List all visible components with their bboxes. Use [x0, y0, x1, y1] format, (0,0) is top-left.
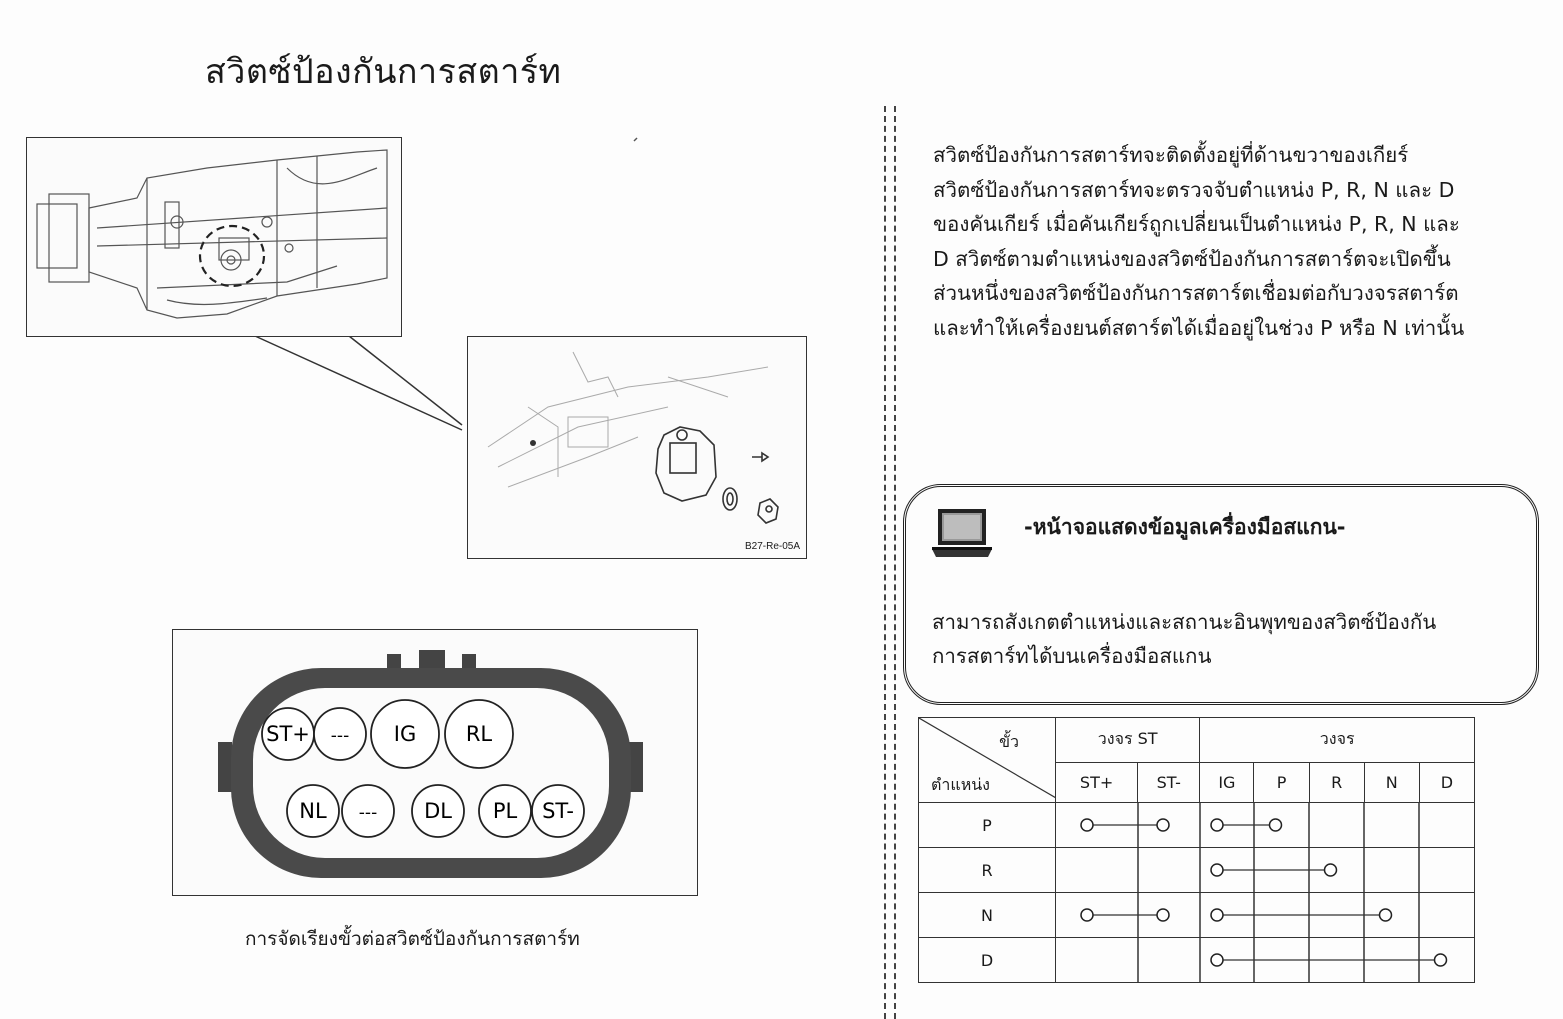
column-header: ST+ — [1056, 762, 1138, 802]
corner-label-position: ตำแหน่ง — [931, 775, 990, 794]
continuity-node — [1157, 819, 1169, 831]
description-line: ของคันเกียร์ เมื่อคันเกียร์ถูกเปลี่ยนเป็นตำแหน่ง P, R, N และ — [933, 212, 1460, 236]
continuity-links — [1056, 938, 1474, 982]
connector-caption: การจัดเรียงขั้วต่อสวิตซ์ป้องกันการสตาร์ท — [245, 928, 580, 950]
row-label: D — [919, 938, 1056, 983]
connector-pin-label: ST+ — [266, 722, 310, 746]
continuity-node — [1081, 819, 1093, 831]
continuity-node — [1211, 954, 1223, 966]
page-title: สวิตซ์ป้องกันการสตาร์ท — [205, 52, 562, 92]
table-row — [919, 803, 1475, 848]
column-header: N — [1364, 762, 1419, 802]
row-label: R — [919, 848, 1056, 893]
table-row — [919, 893, 1475, 938]
switch-detail-drawing — [468, 337, 806, 558]
connector-pin-label: PL — [492, 799, 518, 823]
description-line: ส่วนหนึ่งของสวิตซ์ป้องกันการสตาร์ตเชื่อมต่อกับวงจรสตาร์ต — [933, 281, 1459, 305]
description-line: D สวิตซ์ตามตำแหน่งของสวิตซ์ป้องกันการสตาร์ตจะเปิดขึ้น — [933, 246, 1451, 271]
transmission-drawing — [27, 138, 401, 336]
continuity-node — [1211, 864, 1223, 876]
connector-pin-label: NL — [299, 799, 327, 823]
continuity-node — [1211, 909, 1223, 921]
scan-box-line: การสตาร์ทได้บนเครื่องมือสแกน — [932, 644, 1212, 668]
row-label: N — [919, 893, 1056, 938]
column-header: ST- — [1138, 762, 1200, 802]
continuity-node — [1435, 954, 1447, 966]
connector-pin-label: IG — [393, 722, 417, 746]
connector-pin-label: --- — [358, 803, 378, 823]
continuity-node — [1081, 909, 1093, 921]
table-corner-cell — [919, 718, 1056, 803]
connector-pin-label: --- — [330, 726, 350, 746]
transmission-illustration — [26, 137, 402, 337]
column-group-circuit: วงจร — [1200, 718, 1475, 763]
connector-pin-label: ST- — [542, 799, 574, 823]
column-divider — [884, 106, 886, 1019]
continuity-node — [1157, 909, 1169, 921]
switch-detail-illustration — [467, 336, 807, 559]
connector-pin-label: RL — [465, 722, 493, 746]
column-header: R — [1309, 762, 1364, 802]
continuity-node — [1211, 819, 1223, 831]
continuity-links — [1056, 893, 1474, 937]
column-header: D — [1419, 762, 1474, 802]
description-line: และทำให้เครื่องยนต์สตาร์ตได้เมื่ออยู่ในช่วง P หรือ N เท่านั้น — [933, 315, 1465, 340]
scan-tool-note-box — [903, 484, 1539, 705]
scan-box-line: สามารถสังเกตตำแหน่งและสถานะอินพุทของสวิตซ์ป้องกัน — [932, 610, 1437, 634]
column-divider — [894, 106, 896, 1019]
continuity-node — [1325, 864, 1337, 876]
description-line: สวิตซ์ป้องกันการสตาร์ทจะตรวจจับตำแหน่ง P, R, N และ D — [933, 177, 1455, 202]
connector-drawing — [173, 630, 697, 895]
connector-pinout-diagram — [172, 629, 698, 896]
continuity-links — [1056, 848, 1474, 892]
description-line: สวิตซ์ป้องกันการสตาร์ทจะติดตั้งอยู่ที่ด้านขวาของเกียร์ — [933, 143, 1409, 167]
column-group-st: วงจร ST — [1056, 718, 1200, 763]
table-row — [919, 938, 1475, 983]
row-label: P — [919, 803, 1056, 848]
figure-code: B27-Re-05A — [744, 541, 800, 552]
continuity-node — [1380, 909, 1392, 921]
continuity-links — [1056, 803, 1474, 847]
scan-box-body — [932, 605, 1522, 673]
column-header: IG — [1200, 762, 1254, 802]
scan-box-title: -หน้าจอแสดงข้อมูลเครื่องมือสแกน- — [1024, 515, 1346, 539]
connector-pin-label: DL — [424, 799, 452, 823]
corner-label-terminal: ขั้ว — [999, 732, 1019, 751]
continuity-node — [1270, 819, 1282, 831]
column-header: P — [1254, 762, 1309, 802]
continuity-table — [918, 717, 1475, 983]
table-row — [919, 848, 1475, 893]
laptop-icon — [930, 505, 994, 561]
description-text — [933, 138, 1533, 345]
